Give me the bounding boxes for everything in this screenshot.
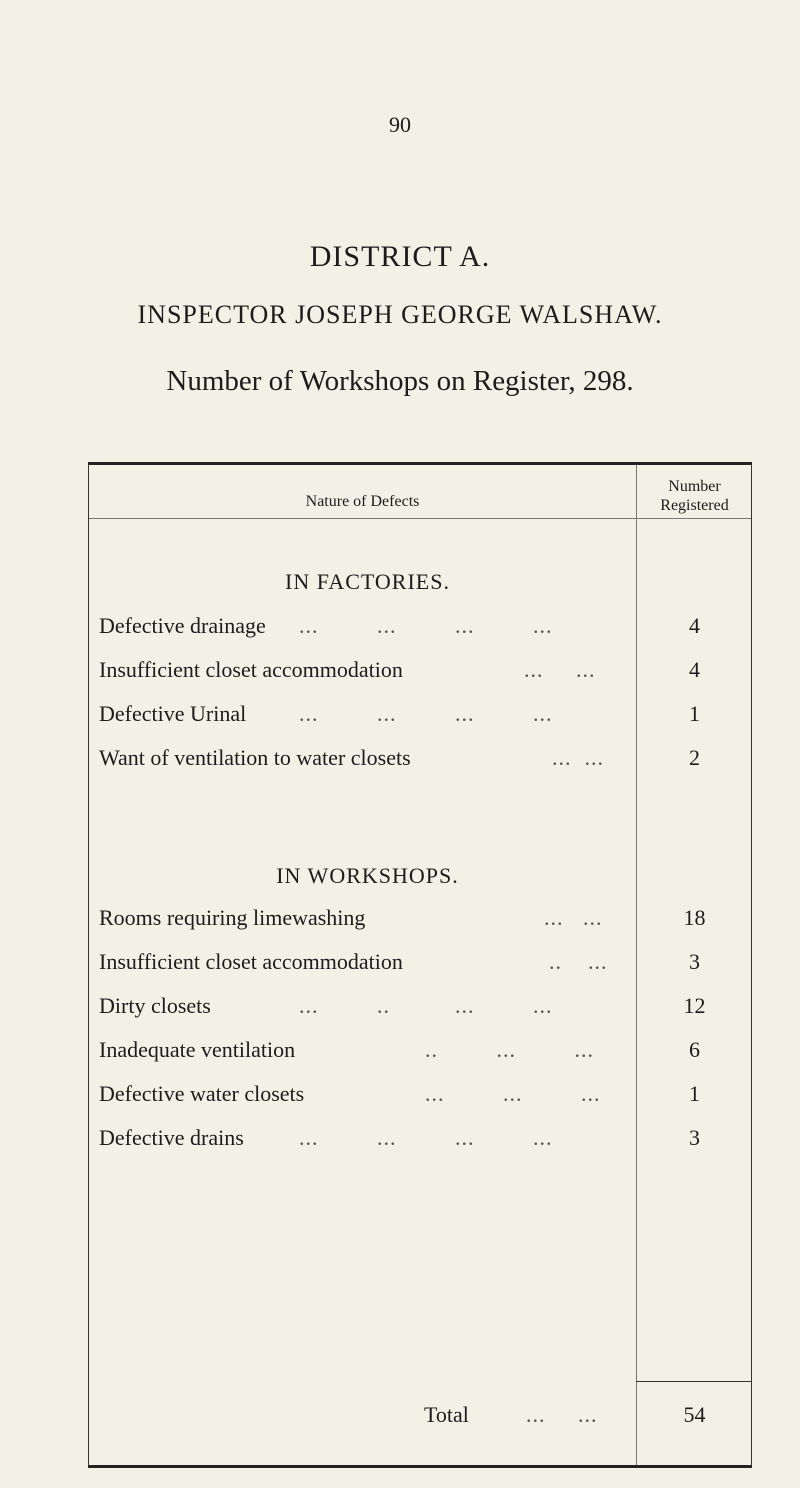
- leader-dots: .. ...: [549, 949, 608, 974]
- table-row: [89, 993, 753, 1023]
- row-label: Defective drains: [99, 1125, 244, 1150]
- table-row: [89, 905, 753, 935]
- table-row: [89, 701, 753, 731]
- table-row: [89, 657, 753, 687]
- row-value: 3: [689, 1125, 700, 1150]
- table-row: [89, 745, 753, 775]
- defects-table: [88, 462, 752, 1468]
- total-value: 54: [683, 1402, 706, 1427]
- row-value: 3: [689, 949, 700, 974]
- row-label: Dirty closets: [99, 993, 211, 1018]
- row-value: 4: [689, 657, 700, 682]
- leader-dots: ... ... ... ...: [299, 701, 553, 726]
- header-number-registered: [636, 477, 753, 515]
- row-value: 1: [689, 701, 700, 726]
- row-label: Defective water closets: [99, 1081, 305, 1106]
- row-label: Want of ventilation to water closets: [99, 745, 411, 770]
- total-label: Total: [424, 1402, 469, 1427]
- leader-dots: ... ... ... ...: [299, 1125, 553, 1150]
- leader-dots: ... ...: [524, 657, 596, 682]
- row-value: 18: [683, 905, 706, 930]
- leader-dots: ... ...: [526, 1402, 598, 1427]
- row-label: Inadequate ventilation: [99, 1037, 296, 1062]
- page-number: 90: [389, 112, 411, 137]
- header-number-line1: Number: [668, 478, 721, 495]
- row-label: Rooms requiring limewashing: [99, 905, 366, 930]
- total-rule: [636, 1381, 751, 1382]
- row-label: Defective drainage: [99, 613, 266, 638]
- row-label: Defective Urinal: [99, 701, 247, 726]
- row-value: 4: [689, 613, 700, 638]
- table-row: [89, 1081, 753, 1111]
- leader-dots: .. ... ...: [425, 1037, 594, 1062]
- header-nature-of-defects: Nature of Defects: [305, 493, 420, 510]
- section-title-factories: IN FACTORIES.: [285, 569, 450, 594]
- row-value: 1: [689, 1081, 700, 1106]
- district-heading: DISTRICT A.: [309, 240, 491, 273]
- row-value: 12: [683, 993, 706, 1018]
- leader-dots: ... ... ... ...: [299, 613, 553, 638]
- leader-dots: ... ... ...: [425, 1081, 601, 1106]
- table-row: [89, 1125, 753, 1155]
- row-value: 6: [689, 1037, 700, 1062]
- leader-dots: ... .. ... ...: [299, 993, 553, 1018]
- row-label: Insufficient closet accommodation: [99, 949, 403, 974]
- section-title-workshops: IN WORKSHOPS.: [276, 863, 459, 888]
- header-rule: [89, 518, 751, 519]
- leader-dots: ... ...: [544, 905, 603, 930]
- table-row: [89, 949, 753, 979]
- leader-dots: ... ...: [552, 745, 604, 770]
- table-row: [89, 613, 753, 643]
- table-row: [89, 1037, 753, 1067]
- inspector-heading: INSPECTOR JOSEPH GEORGE WALSHAW.: [137, 300, 663, 329]
- workshops-count-line: Number of Workshops on Register, 298.: [166, 365, 634, 397]
- row-value: 2: [689, 745, 700, 770]
- header-number-line2: Registered: [660, 497, 729, 514]
- row-label: Insufficient closet accommodation: [99, 657, 403, 682]
